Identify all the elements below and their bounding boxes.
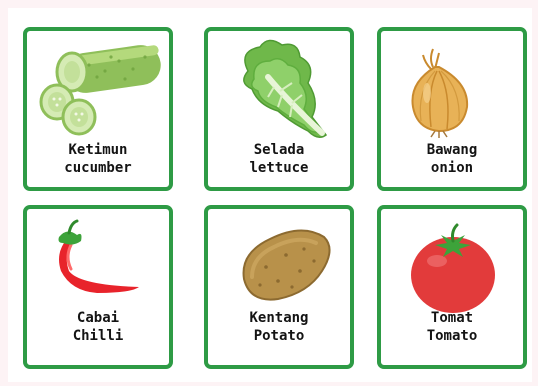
card-label <box>208 141 350 177</box>
label-indonesian: Tomat <box>430 310 474 326</box>
label-indonesian: Ketimun <box>68 142 128 158</box>
card-label <box>381 309 523 345</box>
card-label <box>381 141 523 177</box>
card-tomato[interactable] <box>377 205 527 369</box>
label-indonesian: Cabai <box>76 310 120 326</box>
label-indonesian: Bawang <box>426 142 478 158</box>
card-label <box>27 309 169 345</box>
card-label <box>208 309 350 345</box>
flashcard-sheet <box>8 8 532 382</box>
card-label <box>27 141 169 177</box>
label-indonesian: Kentang <box>249 310 309 326</box>
label-english: Chilli <box>72 328 124 344</box>
label-english: onion <box>430 160 474 176</box>
label-indonesian: Selada <box>253 142 305 158</box>
label-english: Tomato <box>426 328 478 344</box>
label-english: cucumber <box>64 160 132 176</box>
card-potato[interactable] <box>204 205 354 369</box>
card-chilli[interactable] <box>23 205 173 369</box>
card-onion[interactable] <box>377 27 527 191</box>
label-english: Potato <box>253 328 305 344</box>
card-cucumber[interactable] <box>23 27 173 191</box>
label-english: lettuce <box>249 160 309 176</box>
card-lettuce[interactable] <box>204 27 354 191</box>
